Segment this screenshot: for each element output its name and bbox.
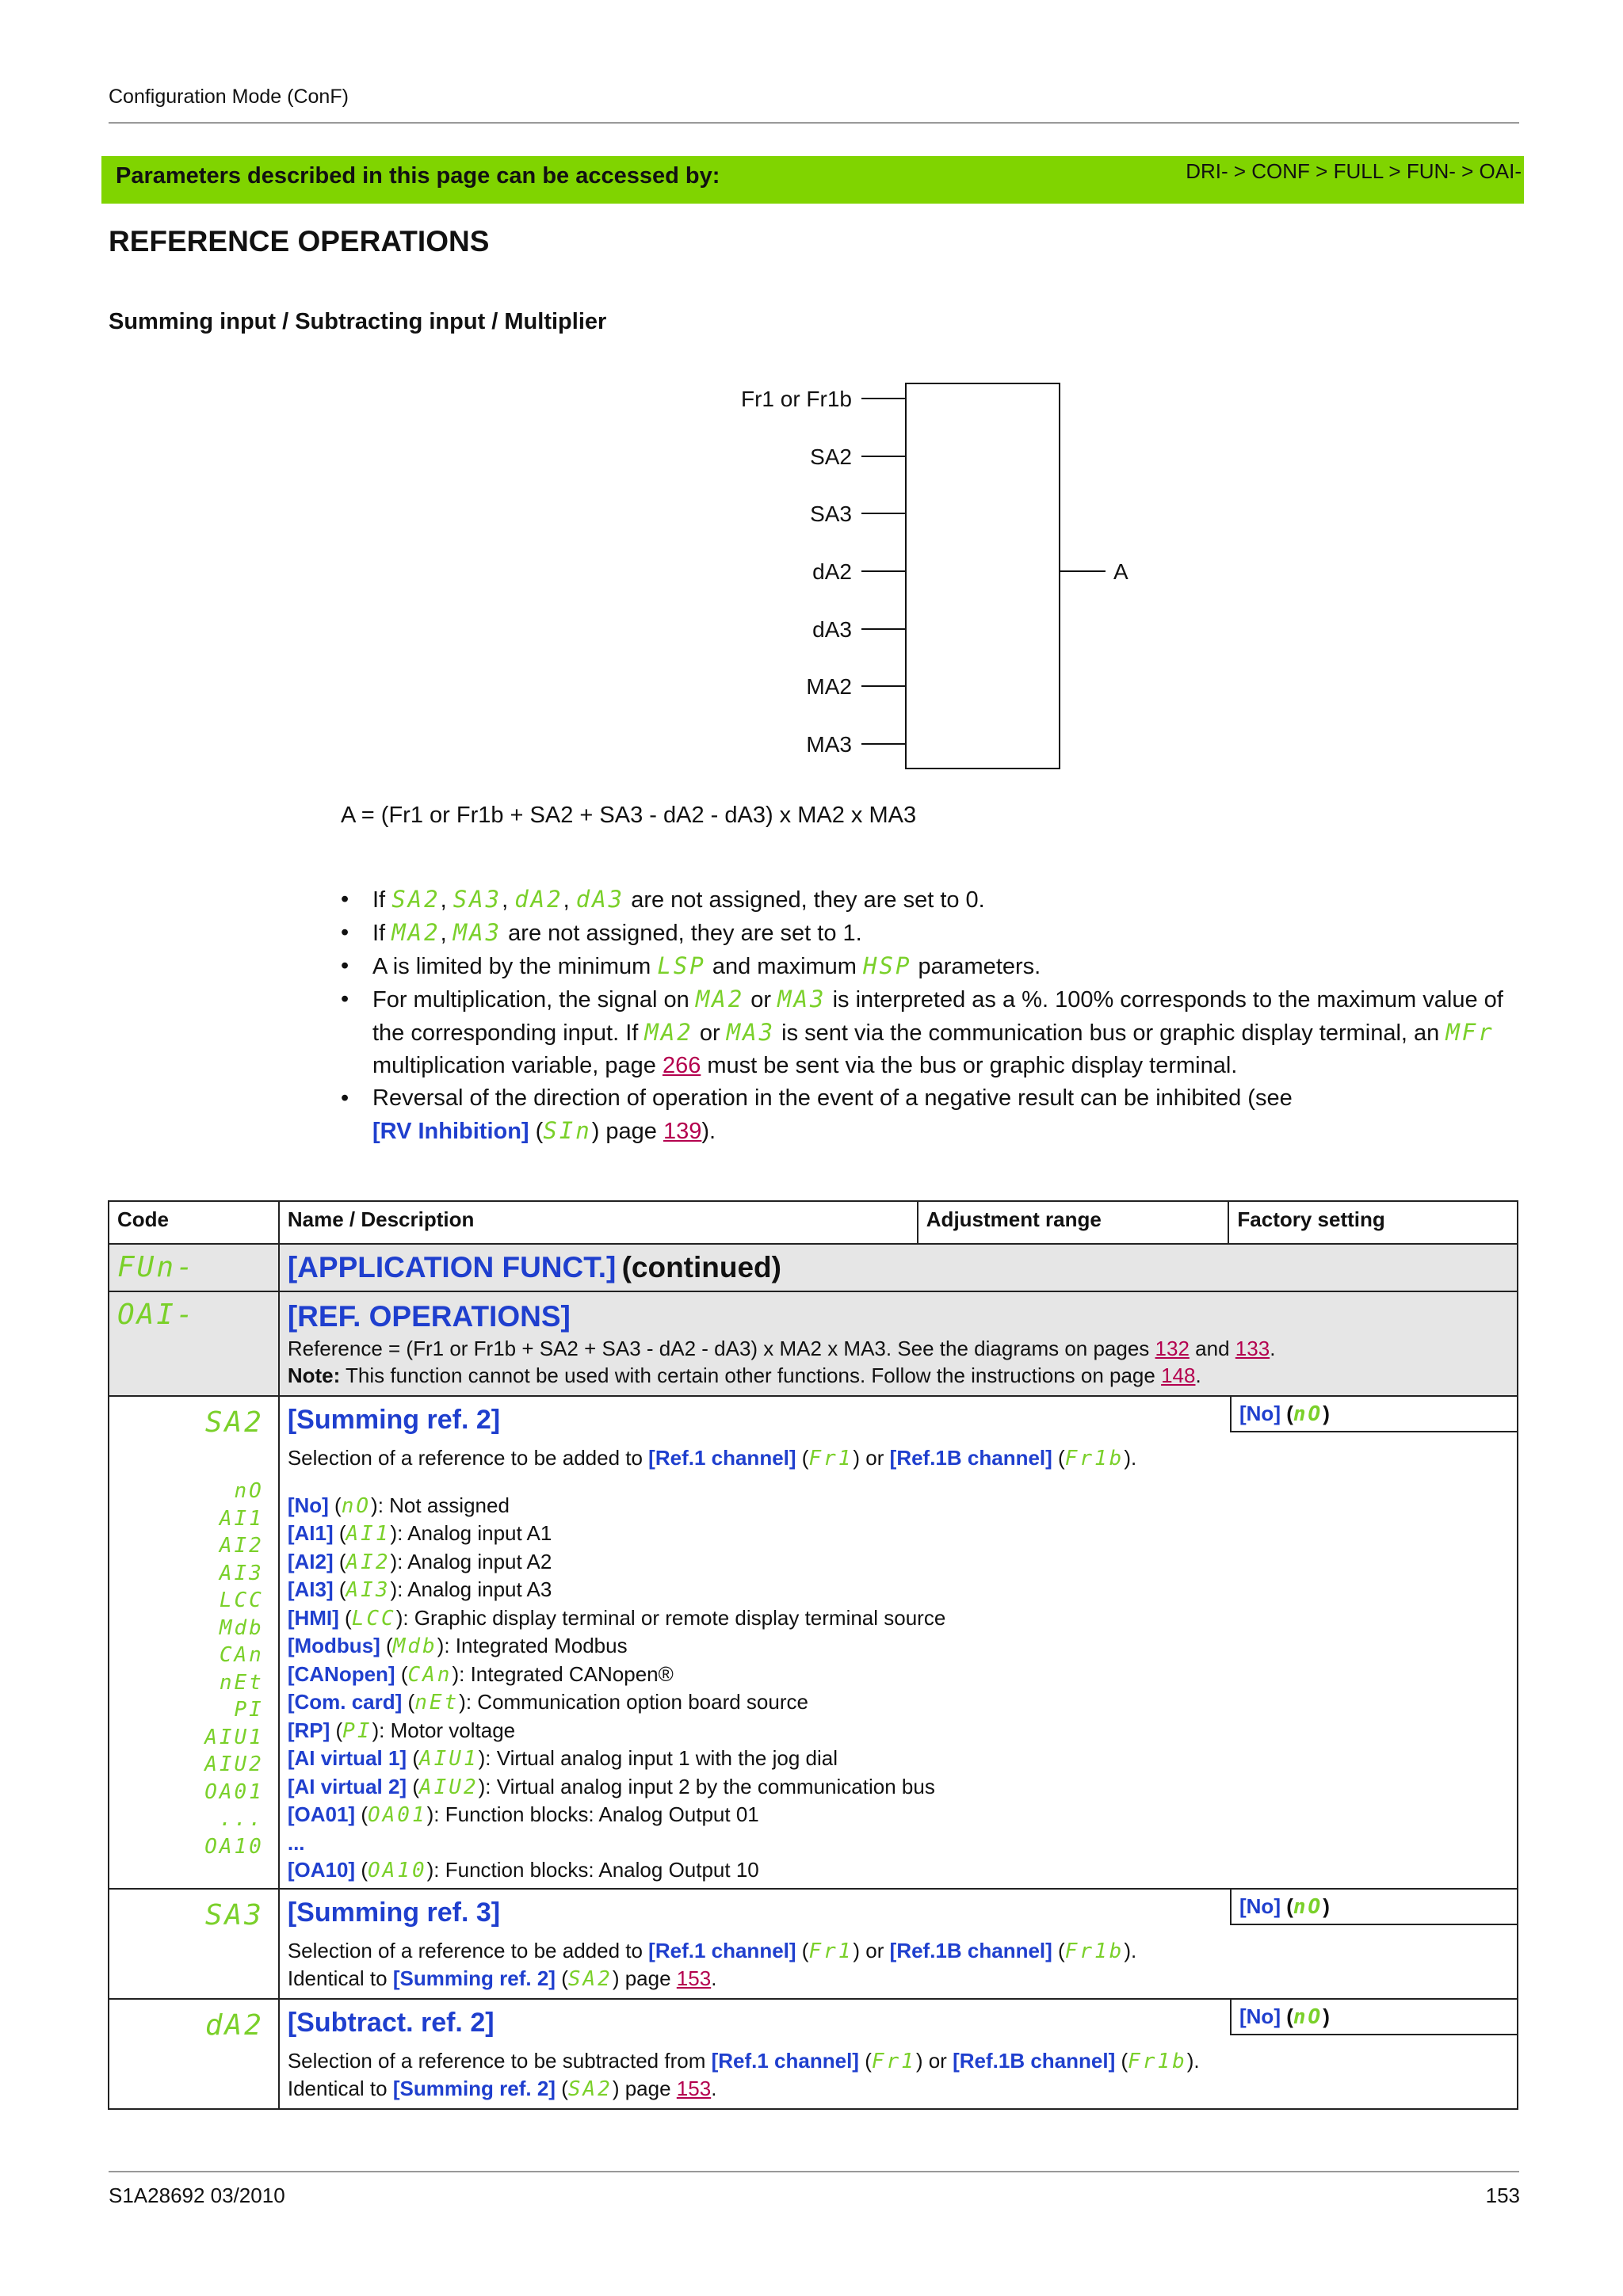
param-code-sa2: SA2 — [204, 1406, 264, 1439]
list-item: [Modbus] (Mdb): Integrated Modbus — [287, 1634, 628, 1658]
header-name: Name / Description — [279, 1201, 918, 1244]
option-code: LCC — [219, 1589, 264, 1612]
option-code: OA01 — [204, 1779, 264, 1804]
param-row-sa3 — [109, 1889, 1518, 1999]
block-diagram — [697, 372, 1173, 784]
notes-list — [341, 883, 1522, 1148]
formula: A = (Fr1 or Fr1b + SA2 + SA3 - dA2 - dA3) x MA2 x MA3 — [341, 803, 917, 828]
page-link-266[interactable]: 266 — [662, 1053, 701, 1078]
output-label: A — [1113, 559, 1128, 584]
note-unassigned-sum: • If SA2, SA3, dA2, dA3 are not assigned, they are set to 0. — [341, 883, 1522, 917]
input-label-sa2: SA2 — [810, 444, 852, 469]
note-reversal: • Reversal of the direction of operation in the event of a negative result can be inhibited (see [RV Inhibition] (SIn) page 139). — [341, 1082, 1522, 1148]
menu-row-fun — [109, 1244, 1518, 1291]
factory-setting-sa2: [No] (nO) — [1230, 1397, 1517, 1432]
param-code-sa3: SA3 — [204, 1898, 264, 1932]
list-item: [AI1] (AI1): Analog input A1 — [287, 1521, 552, 1546]
list-item: [Com. card] (nEt): Communication option board source — [287, 1690, 808, 1714]
option-list-sa2 — [280, 1492, 1517, 1888]
header-factory: Factory setting — [1228, 1201, 1518, 1244]
input-label-da3: dA3 — [812, 617, 852, 642]
list-item: [CANopen] (CAn): Integrated CANopen® — [287, 1661, 674, 1687]
list-item: [OA10] (OA10): Function blocks: Analog Output 10 — [287, 1858, 759, 1882]
page-link-139[interactable]: 139 — [663, 1119, 702, 1144]
input-label-da2: dA2 — [812, 559, 852, 584]
list-item: [AI2] (AI2): Analog input A2 — [287, 1549, 552, 1574]
option-code: AI1 — [219, 1506, 264, 1531]
operation-block — [906, 383, 1060, 769]
section-subtitle: Summing input / Subtracting input / Multiplier — [109, 309, 607, 334]
oai-reference-text: Reference = (Fr1 or Fr1b + SA2 + SA3 - dA2 - dA3) x MA2 x MA3. See the diagrams on pages 132 and 133. — [287, 1337, 1276, 1360]
note-unassigned-mult: • If MA2, MA3 are not assigned, they are set to 1. — [341, 917, 1522, 950]
menu-row-oai — [109, 1291, 1518, 1396]
param-row-da2 — [109, 1999, 1518, 2109]
input-label-fr1: Fr1 or Fr1b — [740, 387, 852, 411]
menu-continued: (continued) — [621, 1251, 781, 1283]
input-label-ma2: MA2 — [806, 674, 852, 699]
document-reference: S1A28692 03/2010 — [109, 2183, 285, 2207]
footer-divider — [109, 2171, 1519, 2172]
menu-code-oai: OAI- — [117, 1299, 196, 1331]
param-name-da2: [Subtract. ref. 2] — [287, 2007, 495, 2038]
factory-setting-da2: [No] (nO) — [1230, 2000, 1517, 2035]
parameter-table — [108, 1200, 1518, 2110]
menu-name-oai: [REF. OPERATIONS] — [287, 1300, 571, 1333]
list-item: [AI virtual 2] (AIU2): Virtual analog input 2 by the communication bus — [287, 1774, 935, 1799]
param-name-sa3: [Summing ref. 3] — [287, 1897, 501, 1928]
access-path: DRI- > CONF > FULL > FUN- > OAI- — [1186, 159, 1522, 183]
page-link-148[interactable]: 148 — [1161, 1363, 1196, 1387]
list-item: [OA01] (OA01): Function blocks: Analog Output 01 — [287, 1802, 759, 1827]
option-code: nO — [234, 1479, 264, 1503]
param-code-da2: dA2 — [204, 2008, 264, 2042]
list-item: ... — [287, 1830, 305, 1855]
page-link-133[interactable]: 133 — [1235, 1337, 1270, 1360]
access-label: Parameters described in this page can be accessed by: — [116, 163, 720, 189]
page-link-132[interactable]: 132 — [1155, 1337, 1190, 1360]
header-code: Code — [109, 1201, 279, 1244]
input-label-sa3: SA3 — [810, 502, 852, 526]
param-desc-sa3: Selection of a reference to be added to [Ref.1 channel] (Fr1) or [Ref.1B channel] (Fr1b). Identical to [Summing ref. 2] (SA2) page 153. — [287, 1938, 1137, 1991]
option-code: CAn — [219, 1643, 264, 1667]
note-limits: • A is limited by the minimum LSP and maximum HSP parameters. — [341, 950, 1522, 983]
param-row-sa2 — [109, 1396, 1518, 1889]
list-item: [HMI] (LCC): Graphic display terminal or remote display terminal source — [287, 1605, 946, 1630]
section-header: Configuration Mode (ConF) — [109, 86, 349, 108]
list-item: [RP] (PI): Motor voltage — [287, 1718, 516, 1743]
param-desc-sa2: Selection of a reference to be added to [Ref.1 channel] (Fr1) or [Ref.1B channel] (Fr1b). — [287, 1446, 1137, 1470]
option-code: AIU1 — [204, 1725, 264, 1749]
factory-setting-sa3: [No] (nO) — [1230, 1890, 1517, 1925]
option-code: ... — [219, 1807, 264, 1831]
list-item: [AI virtual 1] (AIU1): Virtual analog input 1 with the jog dial — [287, 1746, 838, 1771]
option-code: AI2 — [219, 1534, 264, 1558]
option-code: PI — [234, 1698, 264, 1722]
table-header-row — [109, 1201, 1518, 1244]
header-range: Adjustment range — [918, 1201, 1229, 1244]
page-link-153[interactable]: 153 — [676, 2077, 712, 2100]
param-name-sa2: [Summing ref. 2] — [287, 1405, 501, 1435]
note-multiplication: • For multiplication, the signal on MA2 or MA3 is interpreted as a %. 100% corresponds to the maximum value of the corresponding input. If MA2 or MA3 is sent via the communication bus or graphic display terminal, an MFr multiplication variable, page 266 must be sent via the bus or graphic display terminal. — [341, 983, 1522, 1082]
page-link-153[interactable]: 153 — [676, 1966, 712, 1990]
option-code: nEt — [219, 1670, 264, 1695]
option-code: Mdb — [219, 1615, 264, 1640]
header-divider — [109, 122, 1519, 124]
list-item: [No] (nO): Not assigned — [287, 1493, 510, 1518]
menu-code-fun: FUn- — [117, 1251, 196, 1283]
page-number: 153 — [1485, 2183, 1520, 2207]
param-desc-da2: Selection of a reference to be subtracted from [Ref.1 channel] (Fr1) or [Ref.1B channel] (Fr1b). Identical to [Summing ref. 2] (SA2) page 153. — [287, 2048, 1200, 2101]
input-label-ma3: MA3 — [806, 732, 852, 757]
option-code: AIU2 — [204, 1753, 264, 1776]
menu-name-fun: [APPLICATION FUNCT.] — [287, 1251, 617, 1283]
list-item: [AI3] (AI3): Analog input A3 — [287, 1577, 552, 1602]
page-title: REFERENCE OPERATIONS — [109, 225, 490, 257]
oai-note: Note: This function cannot be used with certain other functions. Follow the instructions on page 148. — [287, 1363, 1201, 1387]
option-code: OA10 — [204, 1834, 264, 1859]
option-code: AI3 — [219, 1561, 264, 1585]
